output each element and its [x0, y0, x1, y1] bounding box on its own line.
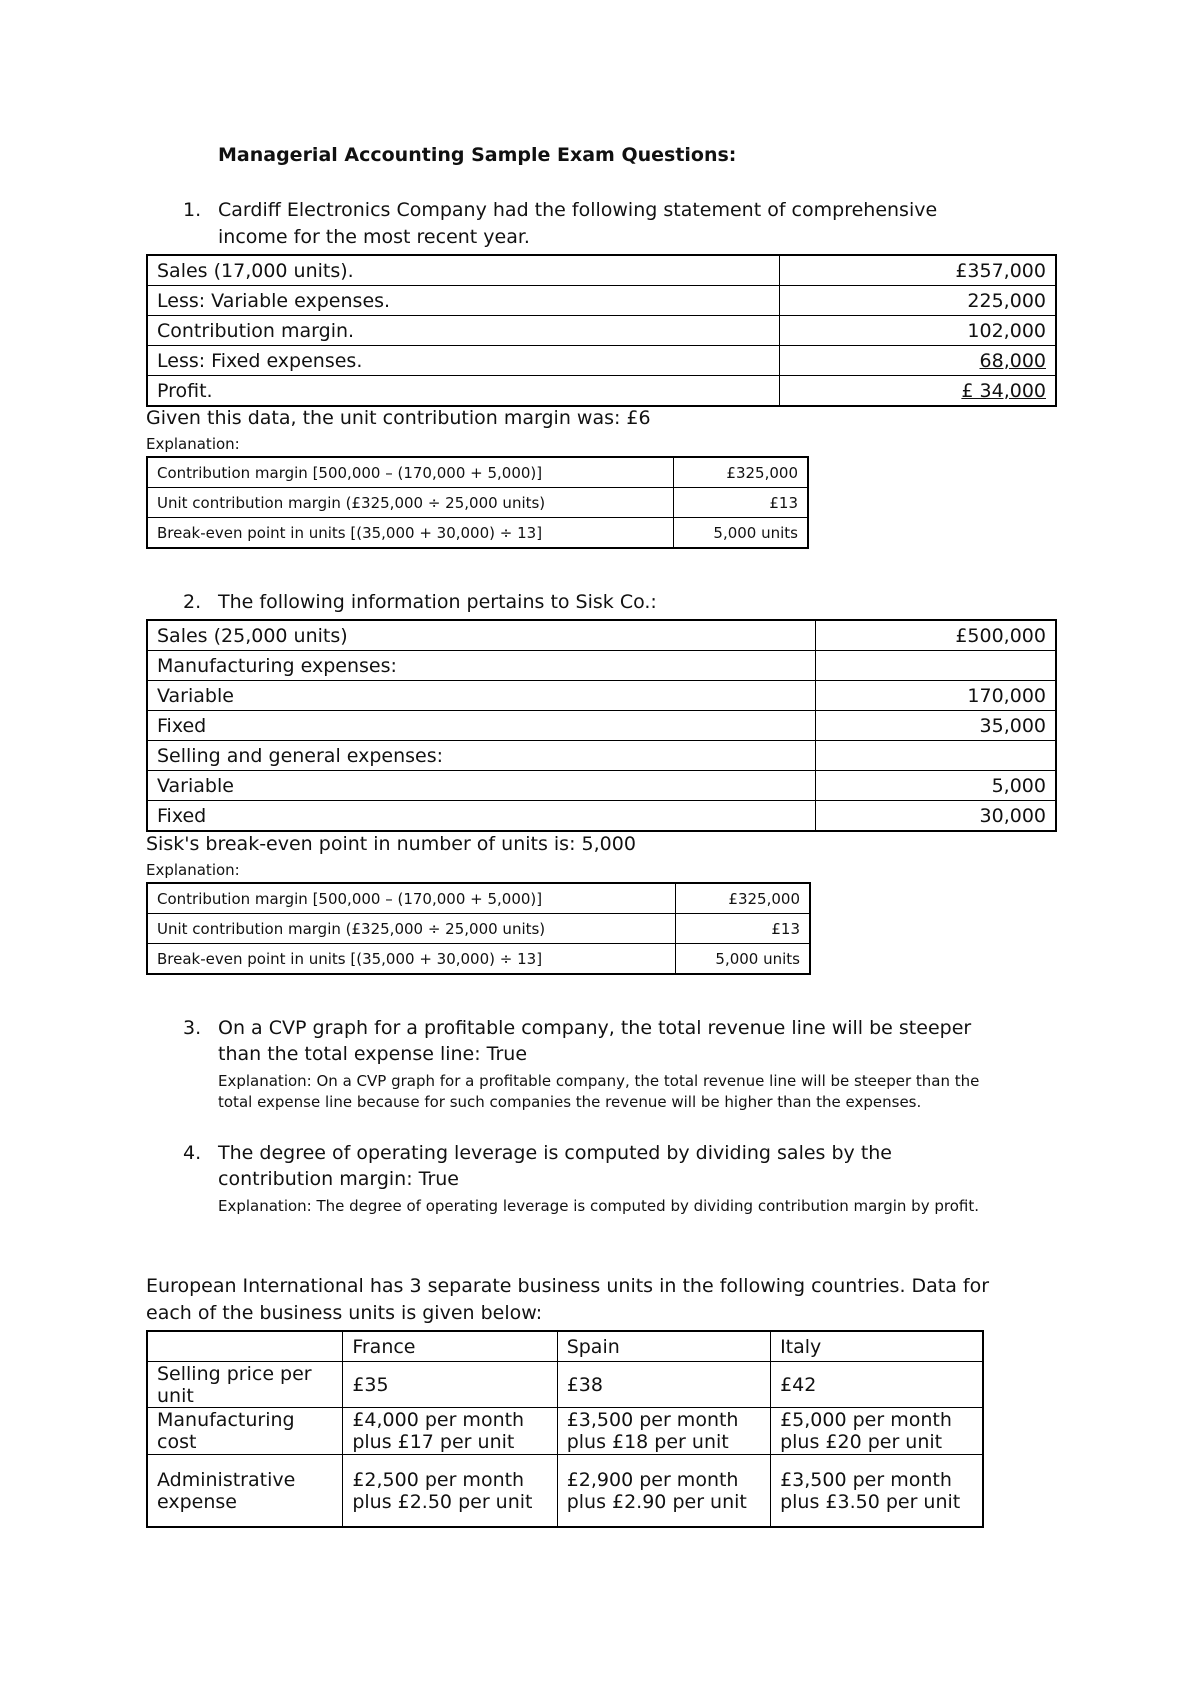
row-value: 102,000 [780, 316, 1056, 346]
row-label: Less: Fixed expenses. [147, 346, 780, 376]
row-value: £500,000 [815, 620, 1056, 651]
q3-explanation: total expense line because for such companies the revenue will be higher than the expenses. [218, 1093, 922, 1111]
column-header: France [343, 1331, 557, 1362]
table-row [147, 801, 1056, 832]
explanation-table [146, 882, 811, 975]
row-value: £13 [674, 488, 808, 518]
column-header [147, 1331, 343, 1362]
row-value: £325,000 [674, 457, 808, 488]
row-label: Manufacturing expenses: [147, 651, 815, 681]
explanation-label: Explanation: [146, 861, 240, 879]
table-row [147, 711, 1056, 741]
table-row [147, 518, 808, 549]
cell-value: £3,500 per month plus £18 per unit [557, 1408, 770, 1455]
european-intro: European International has 3 separate business units in the following countries. Data for [146, 1275, 990, 1297]
cell-value: £4,000 per month plus £17 per unit [343, 1408, 557, 1455]
row-value: 68,000 [780, 346, 1056, 376]
q1-text: income for the most recent year. [218, 226, 530, 248]
row-value [815, 651, 1056, 681]
cell-value: £2,500 per month plus £2.50 per unit [343, 1455, 557, 1528]
table-row [147, 316, 1056, 346]
row-label: Fixed [147, 711, 815, 741]
row-label: Less: Variable expenses. [147, 286, 780, 316]
q2-answer: Sisk's break-even point in number of units is: 5,000 [146, 833, 636, 855]
table-row [147, 376, 1056, 407]
row-label: Contribution margin [500,000 – (170,000 + 5,000)] [147, 457, 674, 488]
q4-number: 4. [183, 1142, 202, 1164]
table-row [147, 488, 808, 518]
row-label: Contribution margin. [147, 316, 780, 346]
cell-value: £35 [343, 1362, 557, 1408]
row-label: Variable [147, 681, 815, 711]
table-row [147, 681, 1056, 711]
row-label: Unit contribution margin (£325,000 ÷ 25,000 units) [147, 914, 675, 944]
row-value: £325,000 [675, 883, 810, 914]
income-statement-table [146, 254, 1057, 407]
row-value: £ 34,000 [780, 376, 1056, 407]
table-row [147, 620, 1056, 651]
q3-explanation: Explanation: On a CVP graph for a profitable company, the total revenue line will be steeper than the [218, 1072, 980, 1090]
table-row [147, 914, 810, 944]
q4-explanation: Explanation: The degree of operating leverage is computed by dividing contribution margin by profit. [218, 1197, 979, 1215]
q2-number: 2. [183, 591, 202, 613]
q3-text: than the total expense line: True [218, 1043, 528, 1065]
row-label: Unit contribution margin (£325,000 ÷ 25,000 units) [147, 488, 674, 518]
table-row [147, 651, 1056, 681]
row-label: Break-even point in units [(35,000 + 30,000) ÷ 13] [147, 944, 675, 975]
row-value: 5,000 units [674, 518, 808, 549]
page-title: Managerial Accounting Sample Exam Questions: [218, 144, 737, 166]
row-label: Sales (17,000 units). [147, 255, 780, 286]
header-row [147, 1331, 983, 1362]
row-label: Administrative expense [147, 1455, 343, 1528]
explanation-table [146, 456, 809, 549]
column-header: Italy [771, 1331, 983, 1362]
q4-text: The degree of operating leverage is computed by dividing sales by the [218, 1142, 892, 1164]
cell-value: £2,900 per month plus £2.90 per unit [557, 1455, 770, 1528]
row-label: Variable [147, 771, 815, 801]
row-label: Selling price per unit [147, 1362, 343, 1408]
row-label: Manufacturing cost [147, 1408, 343, 1455]
table-row [147, 346, 1056, 376]
row-value: £357,000 [780, 255, 1056, 286]
row-value: 30,000 [815, 801, 1056, 832]
european-intro: each of the business units is given below: [146, 1302, 543, 1324]
row-value [815, 741, 1056, 771]
business-units-table [146, 1330, 984, 1528]
row-value: 170,000 [815, 681, 1056, 711]
table-row [147, 883, 810, 914]
q1-text: Cardiff Electronics Company had the following statement of comprehensive [218, 199, 938, 221]
row-label: Contribution margin [500,000 – (170,000 + 5,000)] [147, 883, 675, 914]
q3-number: 3. [183, 1017, 202, 1039]
cell-value: £3,500 per month plus £3.50 per unit [771, 1455, 983, 1528]
table-row [147, 771, 1056, 801]
sisk-table [146, 619, 1057, 832]
cell-value: £5,000 per month plus £20 per unit [771, 1408, 983, 1455]
row-label: Selling and general expenses: [147, 741, 815, 771]
row-label: Break-even point in units [(35,000 + 30,000) ÷ 13] [147, 518, 674, 549]
table-row [147, 741, 1056, 771]
table-row [147, 944, 810, 975]
q1-number: 1. [183, 199, 202, 221]
row-value: 5,000 units [675, 944, 810, 975]
q4-text: contribution margin: True [218, 1168, 459, 1190]
table-row [147, 1362, 983, 1408]
column-header: Spain [557, 1331, 770, 1362]
cell-value: £42 [771, 1362, 983, 1408]
row-label: Sales (25,000 units) [147, 620, 815, 651]
q2-text: The following information pertains to Sisk Co.: [218, 591, 657, 613]
q3-text: On a CVP graph for a profitable company, the total revenue line will be steeper [218, 1017, 972, 1039]
row-value: £13 [675, 914, 810, 944]
table-row [147, 255, 1056, 286]
table-row [147, 1408, 983, 1455]
cell-value: £38 [557, 1362, 770, 1408]
table-row [147, 457, 808, 488]
table-row [147, 286, 1056, 316]
row-value: 225,000 [780, 286, 1056, 316]
row-value: 5,000 [815, 771, 1056, 801]
table-row [147, 1455, 983, 1528]
explanation-label: Explanation: [146, 435, 240, 453]
q1-answer: Given this data, the unit contribution margin was: £6 [146, 407, 651, 429]
row-label: Profit. [147, 376, 780, 407]
row-label: Fixed [147, 801, 815, 832]
row-value: 35,000 [815, 711, 1056, 741]
